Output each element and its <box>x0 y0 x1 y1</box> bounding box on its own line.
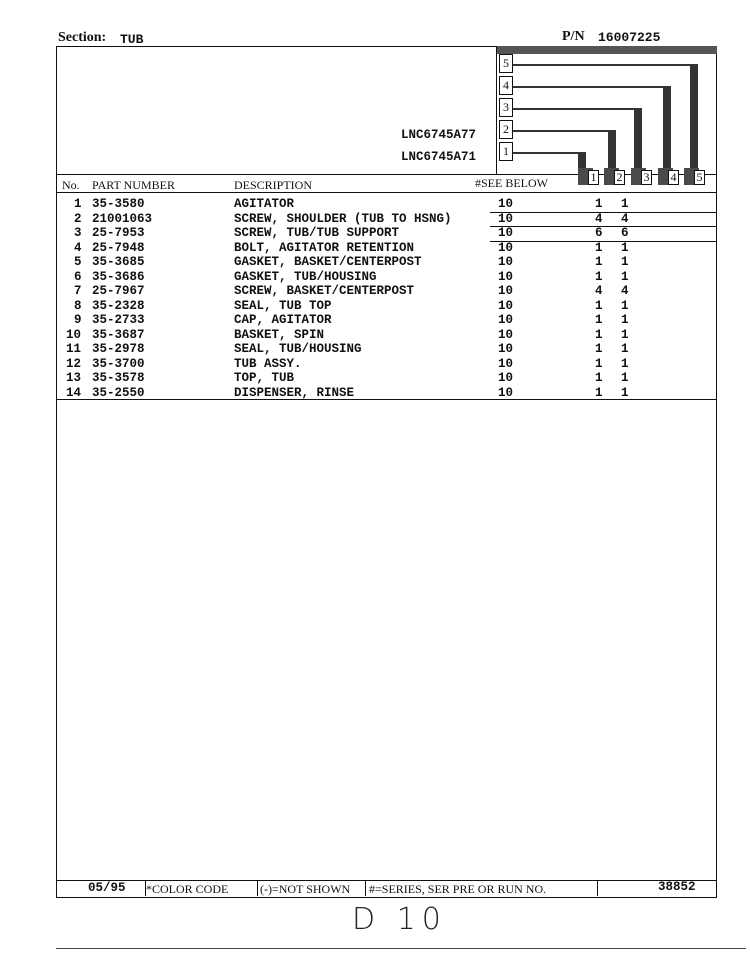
row-no: 4 <box>74 240 82 255</box>
row-description: TUB ASSY. <box>234 356 302 371</box>
row-part-number: 25-7967 <box>92 284 145 298</box>
row-description: SCREW, SHOULDER (TUB TO HSNG) <box>234 211 452 226</box>
row-description: BOLT, AGITATOR RETENTION <box>234 240 415 255</box>
row-description: SCREW, TUB/TUB SUPPORT <box>234 226 400 240</box>
table-row <box>0 241 750 256</box>
bottom-rule <box>56 948 746 949</box>
row-qty-2: 1 <box>621 356 629 371</box>
row-qty-2: 1 <box>621 313 629 327</box>
row-see-below: 10 <box>498 240 514 255</box>
col-header-description: DESCRIPTION <box>234 178 313 192</box>
row-see-below: 10 <box>498 385 514 400</box>
table-row <box>0 313 750 328</box>
col-header-see-below: #SEE BELOW <box>475 176 548 190</box>
pn-value: 16007225 <box>598 30 661 45</box>
row-see-below: 10 <box>498 269 514 284</box>
variant-col-2: 2 <box>614 170 625 185</box>
model-name-1: LNC6745A77 <box>401 128 477 142</box>
row-see-below: 10 <box>498 255 514 269</box>
row-part-number: 35-3686 <box>92 269 145 284</box>
footer-not-shown: (-)=NOT SHOWN <box>260 882 351 896</box>
row-part-number: 35-2328 <box>92 298 145 313</box>
row-part-number: 35-3578 <box>92 371 145 385</box>
row-qty-2: 4 <box>621 284 629 298</box>
row-see-below: 10 <box>498 327 514 342</box>
row-qty-2: 1 <box>621 269 629 284</box>
row-qty-1: 1 <box>595 342 603 356</box>
row-part-number: 35-2550 <box>92 385 145 400</box>
row-qty-1: 1 <box>595 240 603 255</box>
pn-label: P/N <box>562 29 585 44</box>
row-description: BASKET, SPIN <box>234 327 325 342</box>
row-qty-1: 4 <box>595 284 603 298</box>
row-no: 5 <box>74 255 82 269</box>
model-name-2: LNC6745A71 <box>401 150 477 164</box>
row-see-below: 10 <box>498 298 514 313</box>
row-part-number: 35-3685 <box>92 255 145 269</box>
variant-col-3: 3 <box>641 170 652 185</box>
row-see-below: 10 <box>498 342 514 356</box>
section-label: Section: <box>58 30 107 45</box>
row-description: TOP, TUB <box>234 371 295 385</box>
version-box-2: 2 <box>499 120 513 139</box>
row-no: 8 <box>74 298 82 313</box>
row-qty-1: 1 <box>595 356 603 371</box>
table-row <box>0 270 750 285</box>
footer-color-code: *COLOR CODE <box>146 882 229 896</box>
row-part-number: 35-3687 <box>92 327 145 342</box>
table-row <box>0 299 750 314</box>
row-see-below: 10 <box>498 197 514 211</box>
row-description: GASKET, BASKET/CENTERPOST <box>234 255 422 269</box>
table-row <box>0 328 750 343</box>
row-qty-2: 1 <box>621 298 629 313</box>
row-qty-2: 1 <box>621 342 629 356</box>
row-qty-1: 1 <box>595 197 603 211</box>
row-part-number: 35-2733 <box>92 313 145 327</box>
variant-col-4: 4 <box>668 170 679 185</box>
row-qty-2: 1 <box>621 197 629 211</box>
version-box-5: 5 <box>499 54 513 73</box>
row-qty-1: 1 <box>595 327 603 342</box>
version-box-1: 1 <box>499 142 513 161</box>
row-qty-1: 1 <box>595 255 603 269</box>
footer-series-note: #=SERIES, SER PRE OR RUN NO. <box>369 882 547 896</box>
table-row <box>0 226 750 241</box>
row-qty-2: 4 <box>621 211 629 226</box>
row-description: GASKET, TUB/HOUSING <box>234 269 377 284</box>
table-row <box>0 212 750 227</box>
row-qty-1: 1 <box>595 371 603 385</box>
table-row <box>0 357 750 372</box>
row-see-below: 10 <box>498 356 514 371</box>
row-description: SCREW, BASKET/CENTERPOST <box>234 284 415 298</box>
row-no: 12 <box>66 356 82 371</box>
row-see-below: 10 <box>498 371 514 385</box>
table-row <box>0 255 750 270</box>
row-see-below: 10 <box>498 284 514 298</box>
row-no: 10 <box>66 327 82 342</box>
table-row <box>0 197 750 212</box>
row-part-number: 35-2978 <box>92 342 145 356</box>
row-see-below: 10 <box>498 226 514 240</box>
row-see-below: 10 <box>498 313 514 327</box>
row-see-below: 10 <box>498 211 514 226</box>
row-part-number: 35-3700 <box>92 356 145 371</box>
row-qty-1: 6 <box>595 226 603 240</box>
row-part-number: 35-3580 <box>92 197 145 211</box>
variant-col-1: 1 <box>588 170 599 185</box>
row-no: 14 <box>66 385 82 400</box>
table-row <box>0 371 750 386</box>
row-no: 7 <box>74 284 82 298</box>
row-no: 6 <box>74 269 82 284</box>
row-qty-1: 4 <box>595 211 603 226</box>
row-description: CAP, AGITATOR <box>234 313 332 327</box>
variant-col-5: 5 <box>694 170 705 185</box>
row-qty-2: 1 <box>621 327 629 342</box>
row-part-number: 21001063 <box>92 211 153 226</box>
row-description: SEAL, TUB/HOUSING <box>234 342 362 356</box>
row-part-number: 25-7948 <box>92 240 145 255</box>
col-header-no: No. <box>62 178 80 192</box>
row-part-number: 25-7953 <box>92 226 145 240</box>
table-row <box>0 342 750 357</box>
row-qty-1: 1 <box>595 269 603 284</box>
row-no: 1 <box>74 197 82 211</box>
table-row <box>0 284 750 299</box>
row-no: 13 <box>66 371 82 385</box>
version-box-3: 3 <box>499 98 513 117</box>
row-qty-1: 1 <box>595 298 603 313</box>
row-description: AGITATOR <box>234 197 295 211</box>
table-row <box>0 386 750 401</box>
row-no: 11 <box>66 342 82 356</box>
row-description: SEAL, TUB TOP <box>234 298 332 313</box>
row-no: 2 <box>74 211 82 226</box>
handwritten-page-mark: D 10 <box>352 902 447 937</box>
footer-number: 38852 <box>658 880 696 894</box>
row-qty-1: 1 <box>595 313 603 327</box>
section-value: TUB <box>120 32 144 47</box>
row-no: 3 <box>74 226 82 240</box>
row-qty-2: 1 <box>621 255 629 269</box>
col-header-part-number: PART NUMBER <box>92 178 175 192</box>
row-qty-2: 6 <box>621 226 629 240</box>
row-no: 9 <box>74 313 82 327</box>
row-qty-2: 1 <box>621 371 629 385</box>
row-description: DISPENSER, RINSE <box>234 385 355 400</box>
row-qty-2: 1 <box>621 240 629 255</box>
version-box-4: 4 <box>499 76 513 95</box>
footer-date: 05/95 <box>88 881 126 895</box>
row-qty-1: 1 <box>595 385 603 400</box>
row-qty-2: 1 <box>621 385 629 400</box>
